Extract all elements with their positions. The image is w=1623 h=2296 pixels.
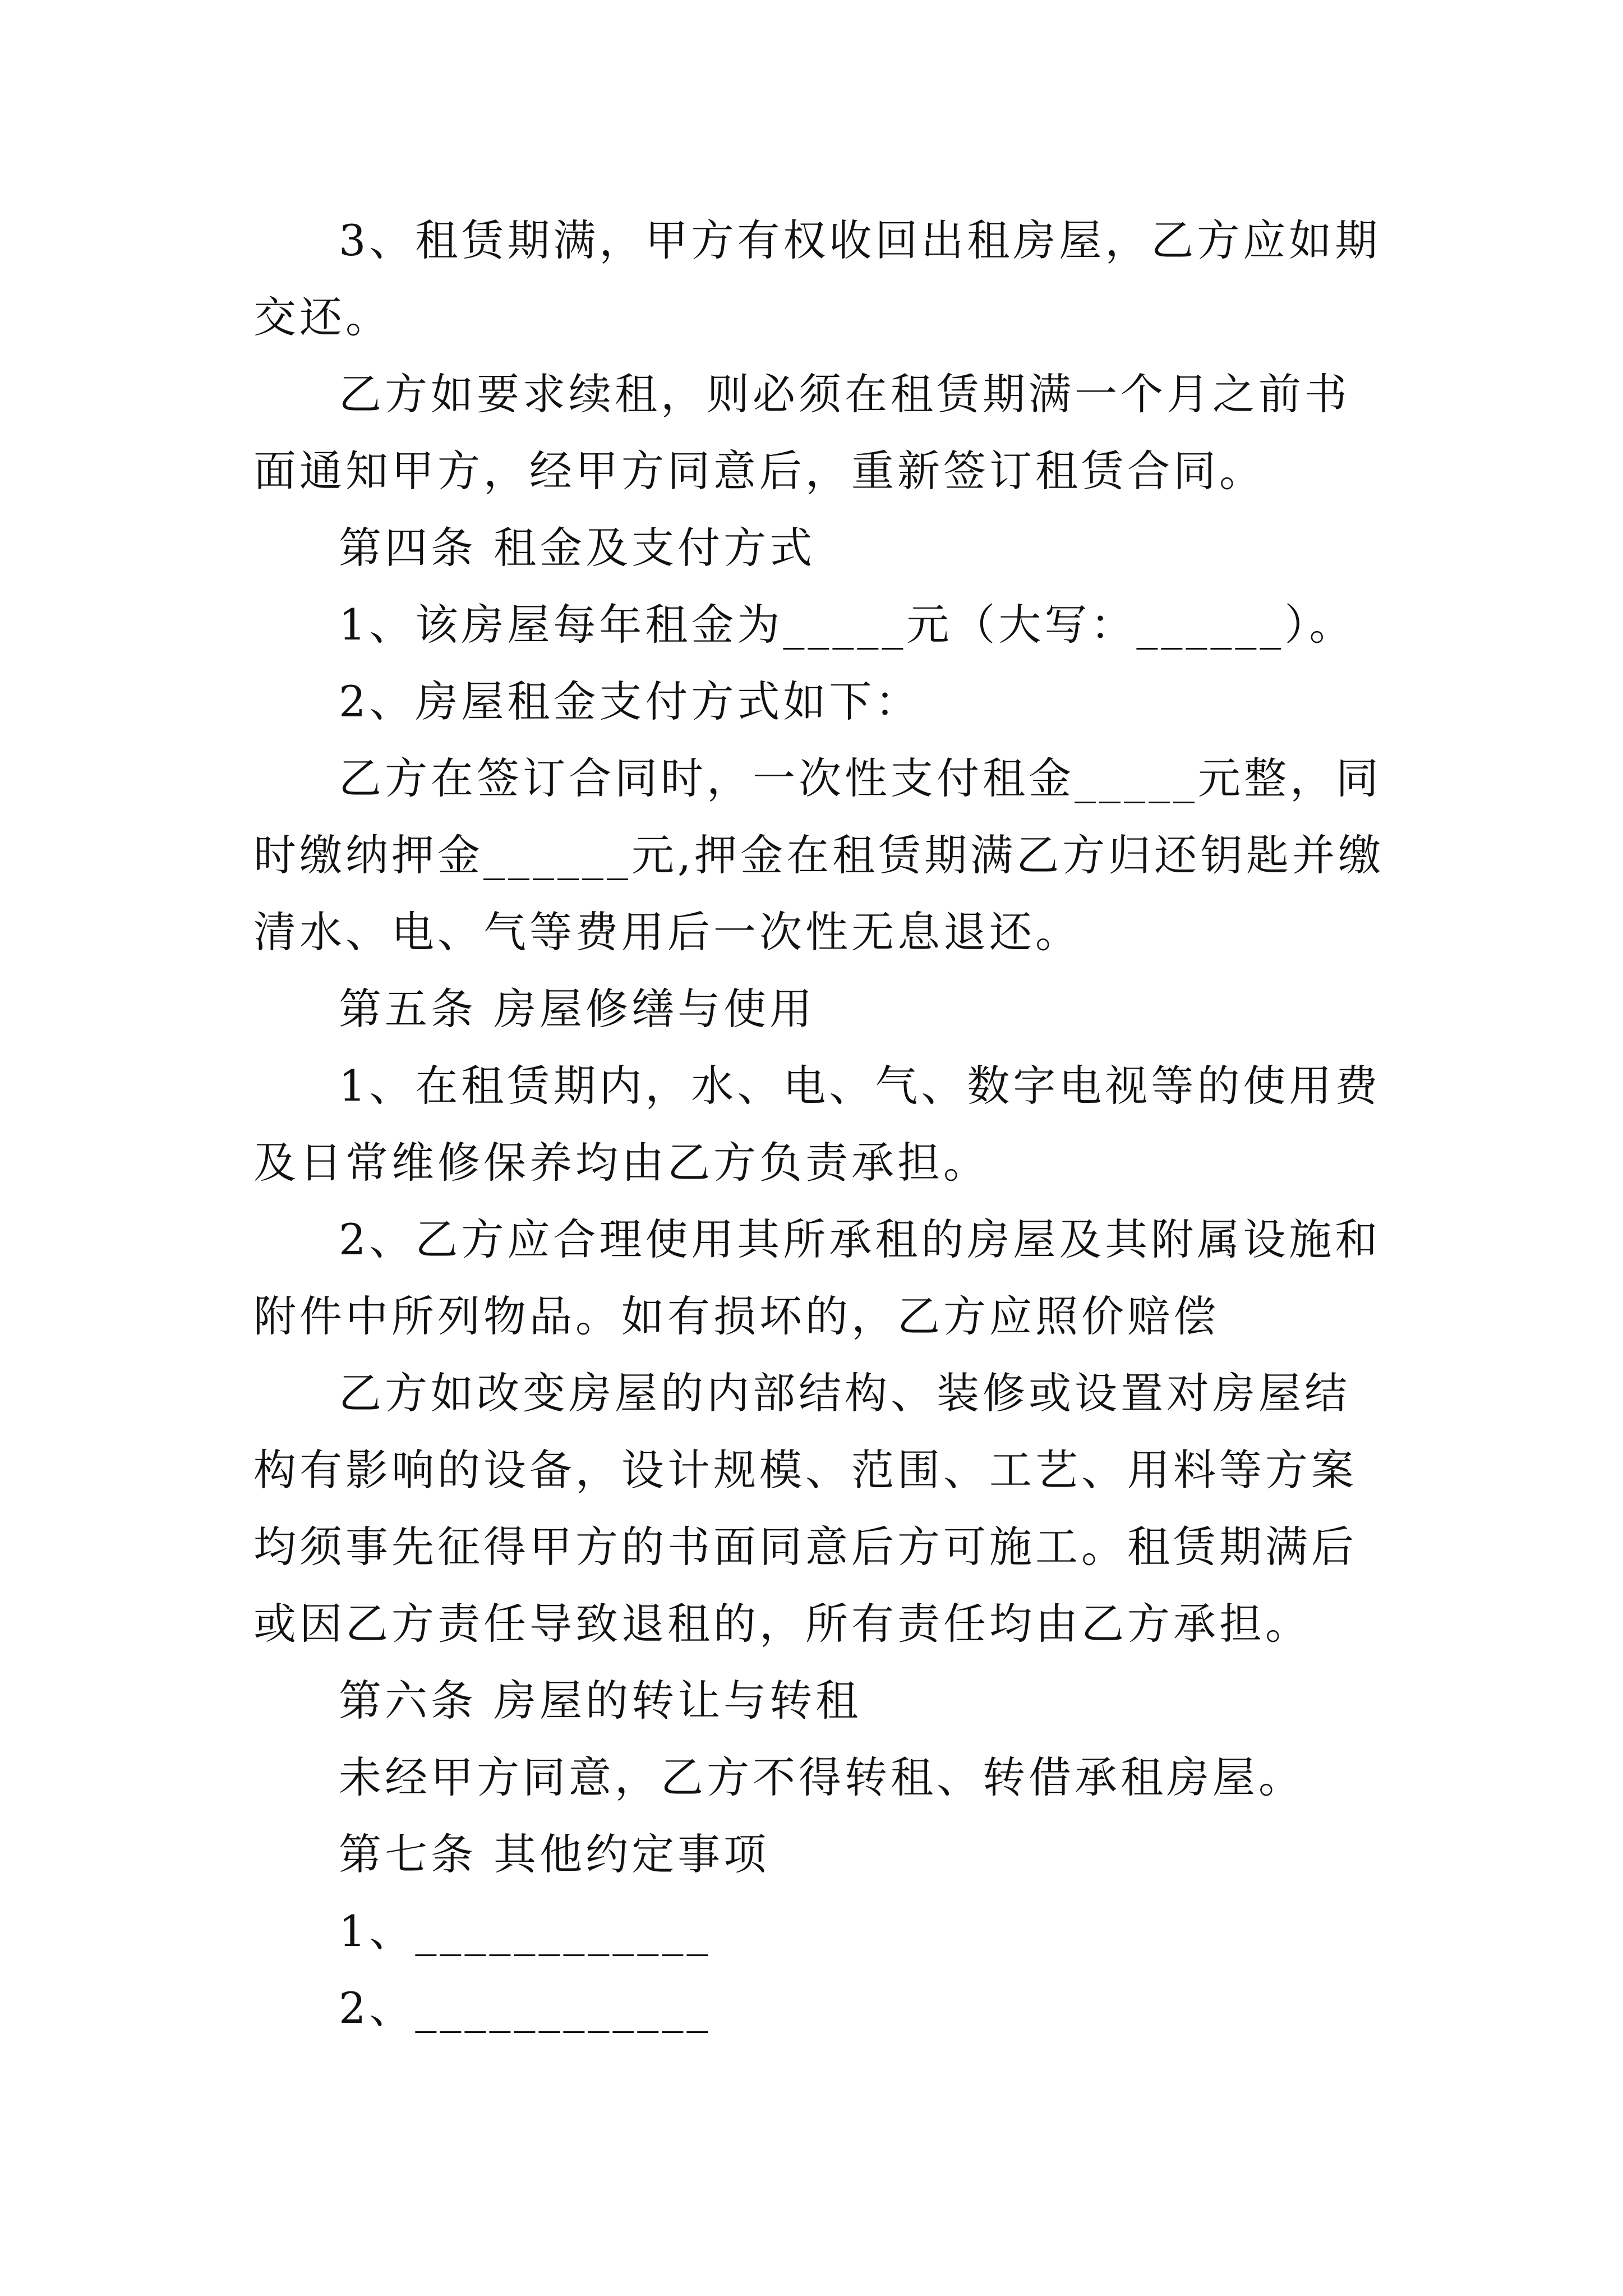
article-5-heading: 第五条 房屋修缮与使用: [339, 984, 816, 1034]
other-item-1-blank: 1、____________: [339, 1906, 712, 1956]
renovation-paragraph: 乙方如改变房屋的内部结构、装修或设置对房屋结构有影响的设备，设计规模、范围、工艺、用料等方案均须事先征得甲方的书面同意后方可施工。租赁期满后或因乙方责任导致退租的，所有责任均由乙方承担。: [253, 1368, 1357, 1649]
annual-rent-clause: 1、该房屋每年租金为_____元（大写：______）。: [339, 600, 1355, 650]
utilities-clause: 1、在租赁期内，水、电、气、数字电视等的使用费及日常维修保养均由乙方负责承担。: [253, 1061, 1381, 1188]
article-4-heading: 第四条 租金及支付方式: [339, 523, 816, 573]
document-body: [253, 202, 1386, 2046]
rent-payment-method-clause: 2、房屋租金支付方式如下：: [339, 677, 921, 726]
article-6-heading: 第六条 房屋的转让与转租: [339, 1676, 862, 1726]
other-item-2-blank: 2、____________: [339, 1983, 712, 2033]
renewal-paragraph: 乙方如要求续租，则必须在租赁期满一个月之前书面通知甲方，经甲方同意后，重新签订租赁合同。: [253, 369, 1350, 496]
deposit-payment-paragraph: 乙方在签订合同时，一次性支付租金_____元整，同时缴纳押金______元,押金在租赁期满乙方归还钥匙并缴清水、电、气等费用后一次性无息退还。: [253, 753, 1385, 957]
clause-3-lease-expiry: 3、租赁期满，甲方有权收回出租房屋，乙方应如期交还。: [253, 215, 1381, 342]
article-7-heading: 第七条 其他约定事项: [339, 1829, 770, 1879]
sublease-paragraph: 未经甲方同意，乙方不得转租、转借承租房屋。: [339, 1752, 1304, 1802]
reasonable-use-clause: 2、乙方应合理使用其所承租的房屋及其附属设施和附件中所列物品。如有损坏的，乙方应照价赔偿: [253, 1214, 1381, 1341]
